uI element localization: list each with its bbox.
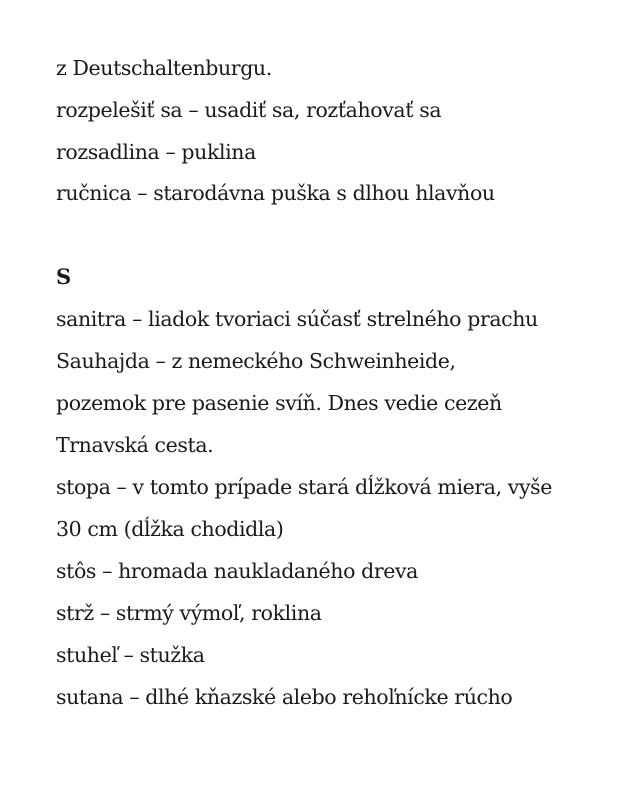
glossary-line: stuheľ – stužka [56, 643, 205, 667]
glossary-line: sutana – dlhé kňazské alebo rehoľnícke rúcho [56, 685, 513, 709]
glossary-line: 30 cm (dĺžka chodidla) [56, 517, 284, 541]
glossary-line: rozpelešiť sa – usadiť sa, rozťahovať sa [56, 98, 442, 122]
glossary-line: pozemok pre pasenie svíň. Dnes vedie cezeň [56, 391, 502, 415]
glossary-line: Trnavská cesta. [56, 433, 214, 457]
glossary-line: sanitra – liadok tvoriaci súčasť strelného prachu [56, 307, 538, 331]
glossary-line: rozsadlina – puklina [56, 140, 256, 164]
glossary-line: strž – strmý výmoľ, roklina [56, 601, 322, 625]
glossary-line: Sauhajda – z nemeckého Schweinheide, [56, 349, 456, 373]
glossary-line: stôs – hromada naukladaného dreva [56, 559, 418, 583]
section-letter-heading: S [56, 264, 72, 289]
glossary-line: stopa – v tomto prípade stará dĺžková miera, vyše [56, 475, 553, 499]
glossary-line: ručnica – starodávna puška s dlhou hlavňou [56, 181, 495, 205]
glossary-line: z Deutschaltenburgu. [56, 56, 272, 80]
